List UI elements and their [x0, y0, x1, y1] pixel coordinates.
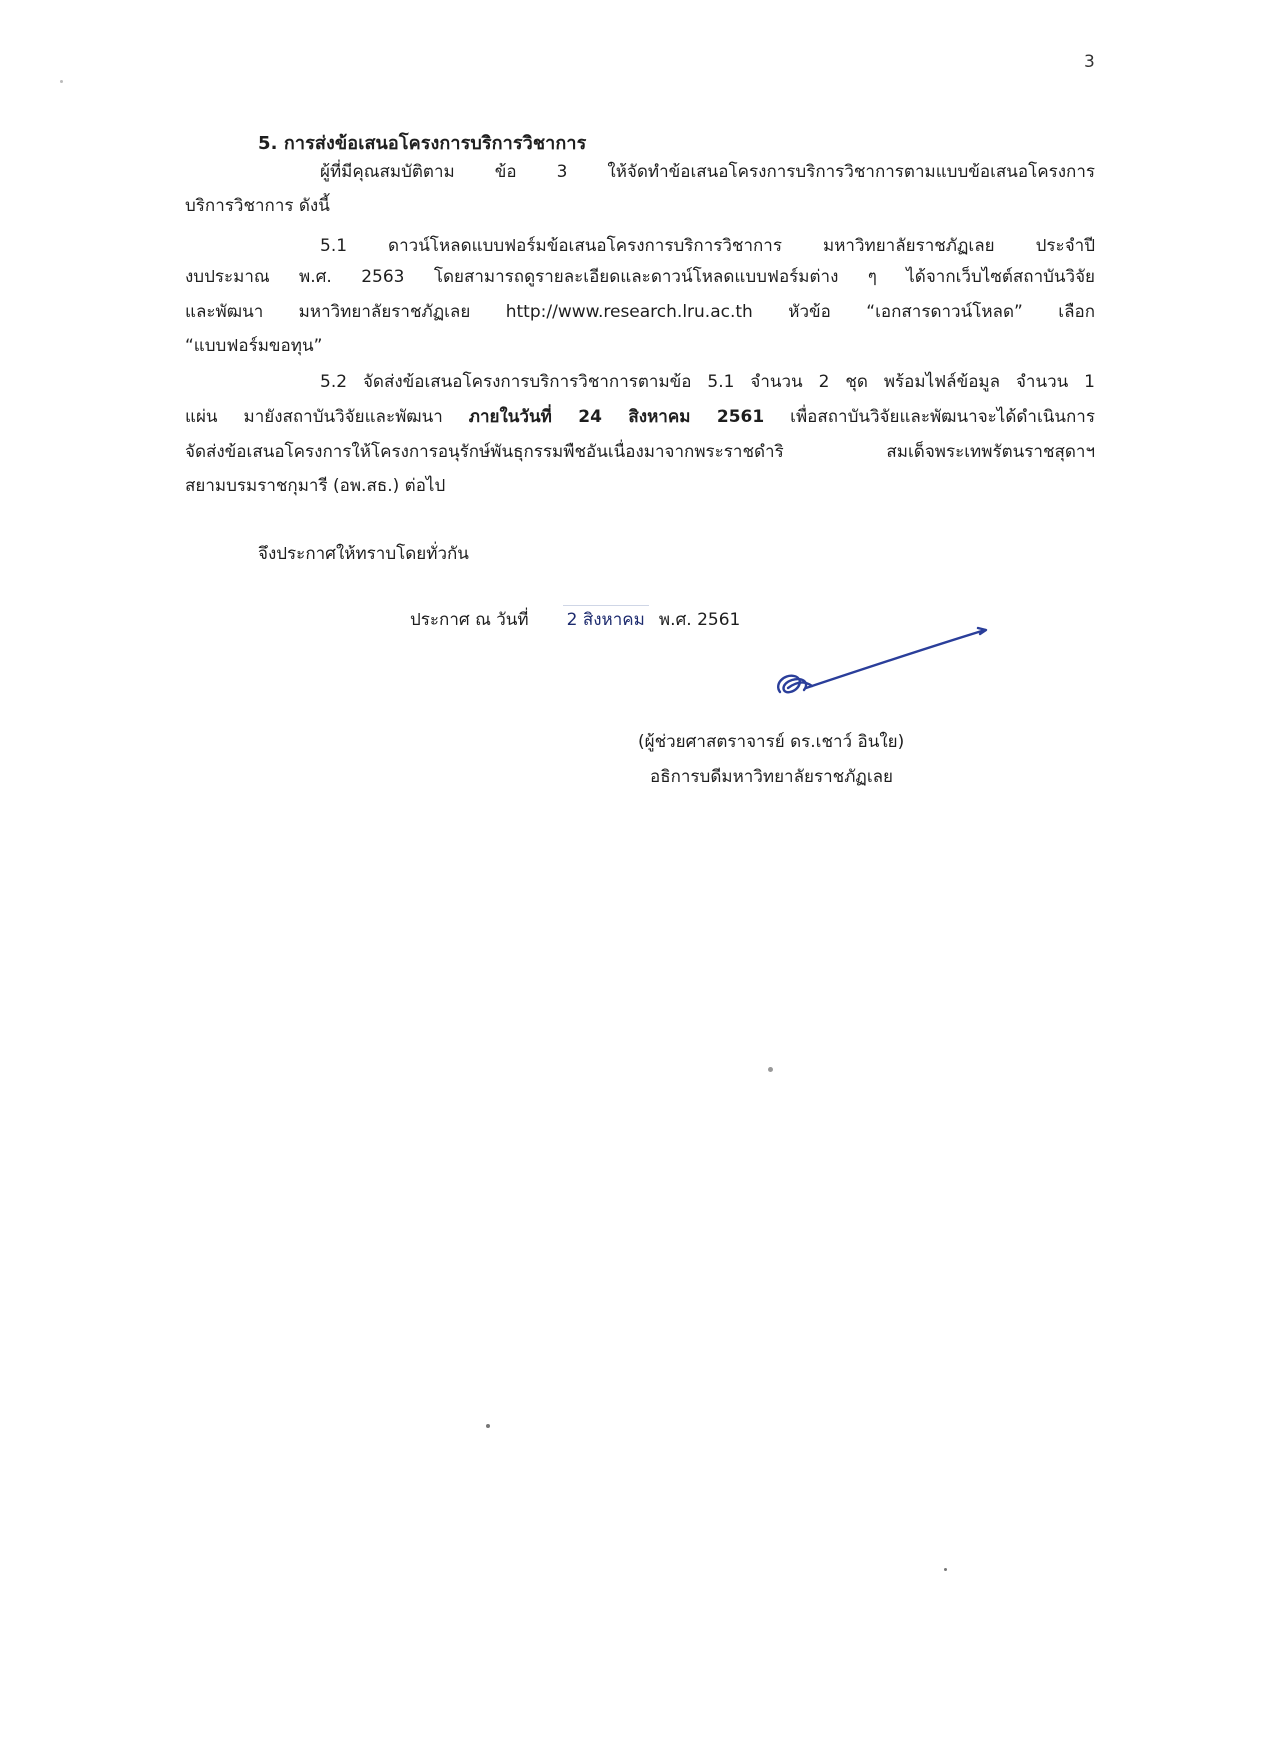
scan-speck — [768, 1067, 773, 1072]
scan-speck — [486, 1424, 490, 1428]
item-5-1-line-2: งบประมาณ พ.ศ. 2563 โดยสามารถดูรายละเอียดและดาวน์โหลดแบบฟอร์มต่าง ๆ ได้จากเว็บไซต์สถาบันวิจัย — [185, 267, 1095, 287]
item-5-2-line-1: 5.2 จัดส่งข้อเสนอโครงการบริการวิชาการตามข้อ 5.1 จำนวน 2 ชุด พร้อมไฟล์ข้อมูล จำนวน 1 — [320, 372, 1095, 392]
scan-speck — [60, 80, 63, 83]
item-5-1-line-4: “แบบฟอร์มขอทุน” — [185, 336, 323, 356]
item-5-1-line-1: 5.1 ดาวน์โหลดแบบฟอร์มข้อเสนอโครงการบริการวิชาการ มหาวิทยาลัยราชภัฏเลย ประจำปี — [320, 236, 1095, 256]
scan-speck — [944, 1568, 947, 1571]
signer-title: อธิการบดีมหาวิทยาลัยราชภัฏเลย — [650, 767, 894, 787]
deadline-text: ภายในวันที่ 24 สิงหาคม 2561 — [468, 407, 765, 427]
announcement-date-row — [410, 605, 740, 633]
intro-line-1: ผู้ที่มีคุณสมบัติตาม ข้อ 3 ให้จัดทำข้อเสนอโครงการบริการวิชาการตามแบบข้อเสนอโครงการ — [320, 162, 1095, 182]
item-5-2-line-4: สยามบรมราชกุมารี (อพ.สธ.) ต่อไป — [185, 476, 446, 496]
item-5-2-line-2 — [185, 405, 1095, 429]
announcement-prefix: ประกาศ ณ วันที่ — [410, 610, 529, 630]
intro-line-2: บริการวิชาการ ดังนี้ — [185, 196, 330, 216]
signer-name: (ผู้ช่วยศาสตราจารย์ ดร.เชาว์ อินใย) — [638, 732, 905, 752]
closing-statement: จึงประกาศให้ทราบโดยทั่วกัน — [258, 544, 469, 564]
item-5-2-line-3: จัดส่งข้อเสนอโครงการให้โครงการอนุรักษ์พันธุกรรมพืชอันเนื่องมาจากพระราชดำริ สมเด็จพระเทพรัตนราชสุดาฯ — [185, 442, 1095, 462]
item-5-1-line-3: และพัฒนา มหาวิทยาลัยราชภัฏเลย http://www.research.lru.ac.th หัวข้อ “เอกสารดาวน์โหลด” เลือก — [185, 302, 1095, 322]
item-5-2-line-2-pre: แผ่น มายังสถาบันวิจัยและพัฒนา — [185, 407, 469, 427]
item-5-2-line-2-post: เพื่อสถาบันวิจัยและพัฒนาจะได้ดำเนินการ — [764, 407, 1095, 427]
signature-image — [770, 622, 1000, 712]
date-stamp: 2 สิงหาคม — [563, 605, 649, 633]
page-number: 3 — [1084, 52, 1095, 72]
section-heading: 5. การส่งข้อเสนอโครงการบริการวิชาการ — [258, 133, 587, 154]
announcement-year: พ.ศ. 2561 — [658, 610, 741, 630]
